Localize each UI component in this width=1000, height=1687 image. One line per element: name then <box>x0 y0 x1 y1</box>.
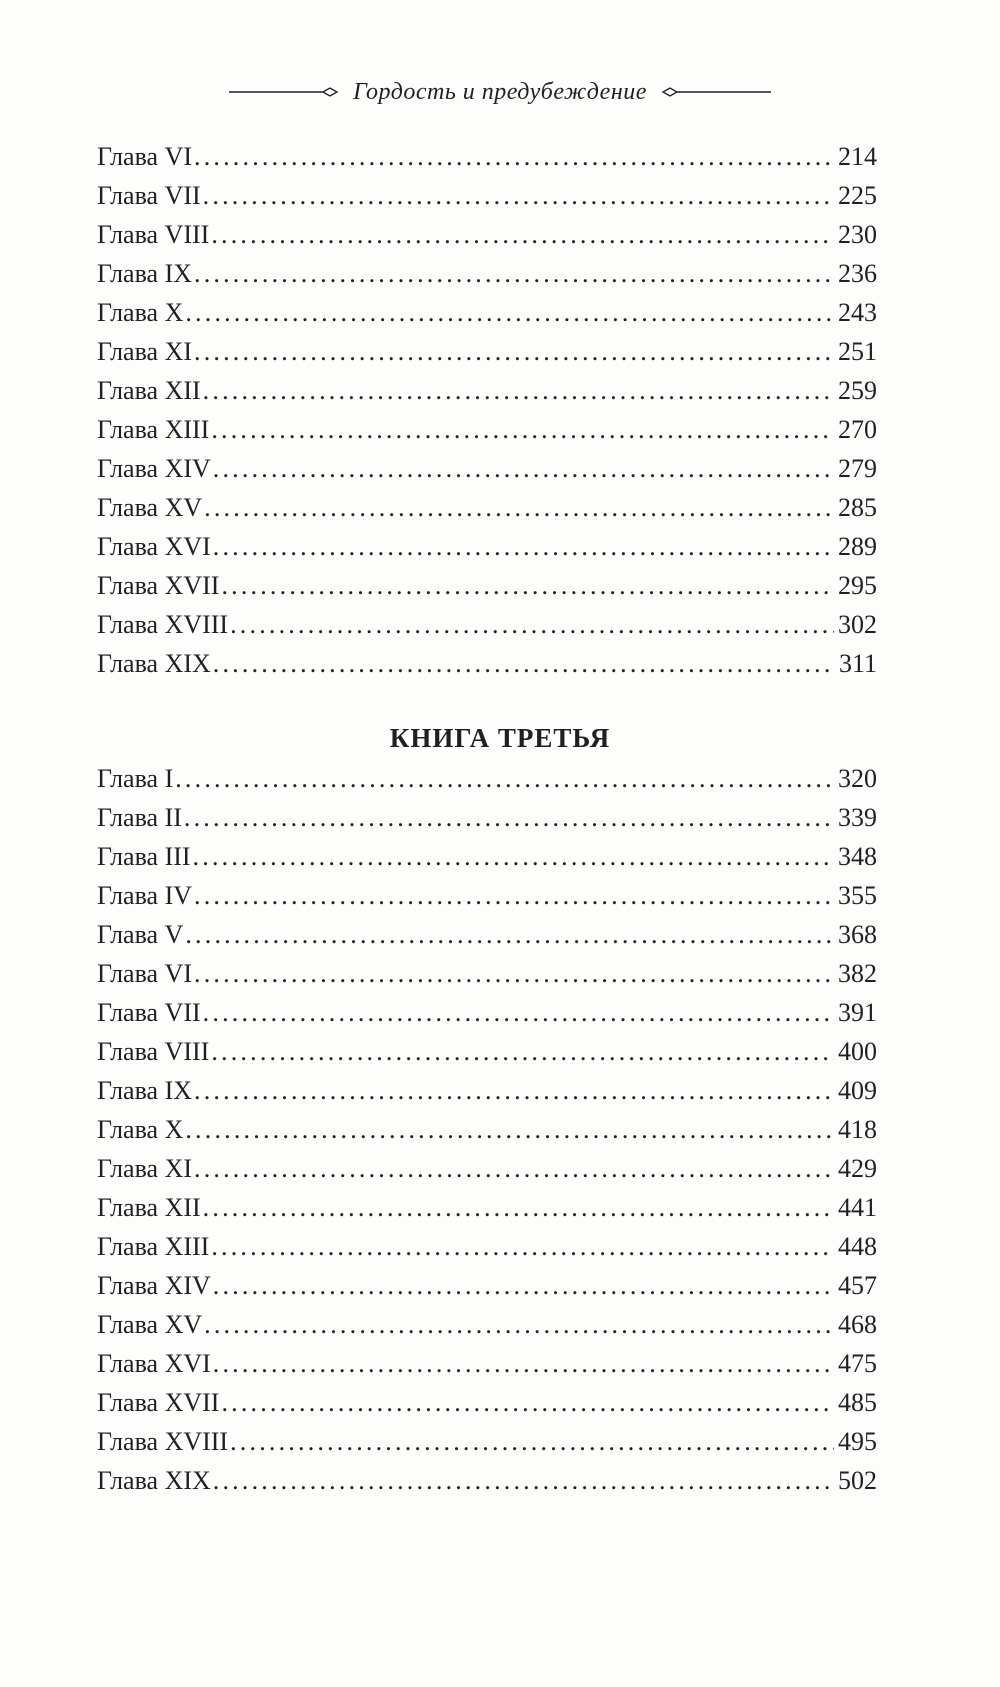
dot-leader <box>228 1422 834 1461</box>
toc-entry <box>97 1149 877 1188</box>
left-ornament-icon <box>229 85 339 99</box>
toc-entry-label: Глава XIX <box>97 1466 211 1495</box>
running-head-title: Гордость и предубеждение <box>353 78 647 105</box>
toc-entry-page-number: 230 <box>838 220 877 249</box>
toc-entry <box>97 1383 877 1422</box>
toc-entry-label: Глава XVI <box>97 1349 211 1378</box>
toc-entry-label: Глава XVIII <box>97 610 229 639</box>
toc-entry-label: Глава XI <box>97 1154 192 1183</box>
toc-entry-label: Глава VII <box>97 181 201 210</box>
toc-book-two-continued <box>97 137 877 683</box>
dot-leader <box>182 798 834 837</box>
toc-entry-label: Глава VII <box>97 998 201 1027</box>
toc-entry-label: Глава XVI <box>97 532 211 561</box>
dot-leader <box>173 759 834 798</box>
dot-leader <box>192 876 834 915</box>
dot-leader <box>209 410 834 449</box>
toc-entry-label: Глава XV <box>97 493 203 522</box>
toc-entry <box>97 332 877 371</box>
dot-leader <box>211 527 834 566</box>
toc-entry-page-number: 289 <box>838 532 877 561</box>
toc-entry <box>97 1422 877 1461</box>
dot-leader <box>192 332 834 371</box>
dot-leader <box>191 837 834 876</box>
dot-leader <box>192 137 834 176</box>
toc-entry-page-number: 400 <box>838 1037 877 1066</box>
dot-leader <box>183 1110 834 1149</box>
dot-leader <box>183 915 834 954</box>
toc-entry-page-number: 418 <box>838 1115 877 1144</box>
toc-entry-page-number: 302 <box>838 610 877 639</box>
right-ornament-icon <box>661 85 771 99</box>
toc-entry <box>97 993 877 1032</box>
toc-entry-page-number: 311 <box>838 649 877 678</box>
toc-entry-label: Глава XIV <box>97 454 211 483</box>
toc-entry-label: Глава XIX <box>97 649 211 678</box>
toc-entry-page-number: 441 <box>838 1193 877 1222</box>
toc-entry-page-number: 468 <box>838 1310 877 1339</box>
toc-entry <box>97 1032 877 1071</box>
toc-entry-label: Глава XVIII <box>97 1427 229 1456</box>
dot-leader <box>192 1071 834 1110</box>
toc-entry-label: Глава XII <box>97 376 201 405</box>
toc-entry <box>97 527 877 566</box>
toc-entry <box>97 410 877 449</box>
toc-entry-page-number: 475 <box>838 1349 877 1378</box>
dot-leader <box>219 566 834 605</box>
toc-entry-label: Глава I <box>97 764 174 793</box>
toc-entry-page-number: 429 <box>838 1154 877 1183</box>
toc-entry <box>97 1071 877 1110</box>
toc-entry-page-number: 391 <box>838 998 877 1027</box>
toc-entry-label: Глава XIV <box>97 1271 211 1300</box>
toc-entry-label: Глава VIII <box>97 1037 210 1066</box>
toc-entry-page-number: 339 <box>838 803 877 832</box>
toc-entry <box>97 1227 877 1266</box>
toc-entry <box>97 644 877 683</box>
toc-entry-label: Глава XVII <box>97 1388 220 1417</box>
dot-leader <box>211 1266 834 1305</box>
toc-entry <box>97 798 877 837</box>
toc-entry <box>97 254 877 293</box>
toc-entry-label: Глава VI <box>97 959 192 988</box>
toc-entry-page-number: 285 <box>838 493 877 522</box>
toc-entry-page-number: 382 <box>838 959 877 988</box>
toc-entry <box>97 137 877 176</box>
toc-entry <box>97 1344 877 1383</box>
toc-entry-page-number: 495 <box>838 1427 877 1456</box>
toc-entry-label: Глава XV <box>97 1310 203 1339</box>
dot-leader <box>211 1344 834 1383</box>
book-three-heading: КНИГА ТРЕТЬЯ <box>389 723 611 753</box>
toc-entry-label: Глава VIII <box>97 220 210 249</box>
toc-entry-page-number: 225 <box>838 181 877 210</box>
dot-leader <box>209 1032 834 1071</box>
toc-entry-label: Глава XI <box>97 337 192 366</box>
toc-entry <box>97 1461 877 1500</box>
dot-leader <box>211 644 835 683</box>
dot-leader <box>209 215 834 254</box>
toc-entry-page-number: 251 <box>838 337 877 366</box>
toc-entry <box>97 605 877 644</box>
toc-entry-page-number: 485 <box>838 1388 877 1417</box>
toc-entry-page-number: 214 <box>838 142 877 171</box>
toc-entry <box>97 215 877 254</box>
dot-leader <box>202 488 834 527</box>
toc-entry <box>97 1188 877 1227</box>
toc-entry-label: Глава IX <box>97 259 192 288</box>
toc-entry-label: Глава XIII <box>97 415 210 444</box>
dot-leader <box>211 449 834 488</box>
toc-entry <box>97 876 877 915</box>
toc-entry-page-number: 320 <box>838 764 877 793</box>
dot-leader <box>228 605 834 644</box>
toc-entry <box>97 488 877 527</box>
dot-leader <box>201 1188 834 1227</box>
toc-entry-page-number: 409 <box>838 1076 877 1105</box>
toc-entry-label: Глава X <box>97 1115 184 1144</box>
toc-entry <box>97 915 877 954</box>
toc-entry-label: Глава VI <box>97 142 192 171</box>
toc-entry-label: Глава II <box>97 803 182 832</box>
toc-entry-page-number: 368 <box>838 920 877 949</box>
toc-entry <box>97 371 877 410</box>
toc-entry <box>97 1305 877 1344</box>
dot-leader <box>192 1149 834 1188</box>
dot-leader <box>209 1227 834 1266</box>
toc-entry-page-number: 259 <box>838 376 877 405</box>
toc-entry-label: Глава IV <box>97 881 192 910</box>
toc-entry <box>97 837 877 876</box>
toc-entry-page-number: 348 <box>838 842 877 871</box>
dot-leader <box>192 954 834 993</box>
dot-leader <box>211 1461 834 1500</box>
toc-entry-page-number: 236 <box>838 259 877 288</box>
toc-entry <box>97 566 877 605</box>
dot-leader <box>201 371 834 410</box>
toc-entry-label: Глава III <box>97 842 191 871</box>
running-head <box>0 72 1000 112</box>
toc-entry <box>97 1110 877 1149</box>
toc-entry <box>97 1266 877 1305</box>
dot-leader <box>192 254 834 293</box>
toc-entry-page-number: 355 <box>838 881 877 910</box>
toc-entry <box>97 759 877 798</box>
toc-entry-label: Глава V <box>97 920 184 949</box>
dot-leader <box>219 1383 834 1422</box>
toc-entry-label: Глава XVII <box>97 571 220 600</box>
toc-entry-page-number: 448 <box>838 1232 877 1261</box>
toc-book-three <box>97 759 877 1500</box>
toc-entry <box>97 293 877 332</box>
toc-entry-page-number: 279 <box>838 454 877 483</box>
toc-entry <box>97 449 877 488</box>
toc-entry-page-number: 502 <box>838 1466 877 1495</box>
toc-entry-page-number: 243 <box>838 298 877 327</box>
dot-leader <box>201 176 834 215</box>
toc-entry-label: Глава IX <box>97 1076 192 1105</box>
dot-leader <box>202 1305 834 1344</box>
toc-entry <box>97 176 877 215</box>
toc-entry-page-number: 295 <box>838 571 877 600</box>
toc-entry-label: Глава XIII <box>97 1232 210 1261</box>
toc-entry <box>97 954 877 993</box>
dot-leader <box>201 993 834 1032</box>
dot-leader <box>183 293 834 332</box>
toc-entry-page-number: 270 <box>838 415 877 444</box>
toc-entry-label: Глава XII <box>97 1193 201 1222</box>
toc-entry-label: Глава X <box>97 298 184 327</box>
toc-entry-page-number: 457 <box>838 1271 877 1300</box>
